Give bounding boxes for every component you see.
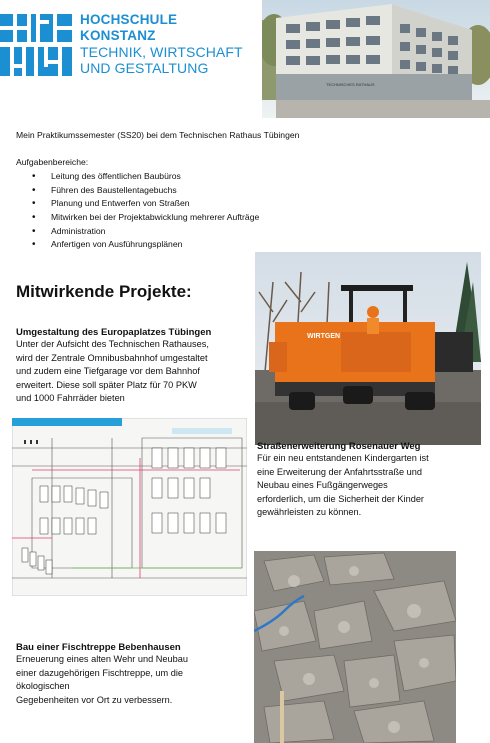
project-title: Umgestaltung des Europaplatzes Tübingen bbox=[16, 327, 212, 338]
hochschule-logo-text bbox=[80, 12, 243, 76]
logo-line-3: TECHNIK, WIRTSCHAFT bbox=[80, 44, 243, 60]
project-title: Straßenerweiterung Rosenauer Weg bbox=[257, 441, 421, 452]
logo-line-2: KONSTANZ bbox=[80, 28, 156, 43]
description-line: ökologischen bbox=[16, 681, 70, 692]
site-plan-drawing bbox=[12, 418, 247, 596]
project-description bbox=[16, 338, 256, 406]
list-item: • Mitwirken bei der Projektabwicklung mehrerer Aufträge bbox=[30, 211, 259, 225]
description-line: Neubau eines Fußgängerweges bbox=[257, 480, 388, 491]
logo-line-4: UND GESTALTUNG bbox=[80, 60, 209, 76]
list-item: • Administration bbox=[30, 225, 259, 239]
description-line: wird der Zentrale Omnibusbahnhof umgestaltet bbox=[16, 352, 208, 363]
list-item: • Leitung des öffentlichen Baubüros bbox=[30, 170, 259, 184]
project-title: Bau einer Fischtreppe Bebenhausen bbox=[16, 642, 181, 653]
intro-text: Mein Praktikumssemester (SS20) bei dem Technischen Rathaus Tübingen bbox=[16, 130, 300, 140]
description-line: und 1000 Fahrräder bieten bbox=[16, 393, 125, 404]
logo-line-1: HOCHSCHULE bbox=[80, 12, 178, 27]
list-item: • Anfertigen von Ausführungsplänen bbox=[30, 238, 259, 252]
list-item: • Führen des Baustellentagebuchs bbox=[30, 184, 259, 198]
project-description bbox=[257, 452, 485, 520]
description-line: eine Erweiterung der Anfahrtsstraße und bbox=[257, 466, 422, 477]
project-rosenauer-weg bbox=[257, 441, 485, 520]
projects-heading: Mitwirkende Projekte: bbox=[16, 282, 192, 301]
description-line: einer dazugehörigen Fischtreppe, um die bbox=[16, 667, 184, 678]
description-line: und zudem eine Tiefgarage vor dem Bahnhof bbox=[16, 366, 200, 377]
project-europaplatz bbox=[16, 327, 256, 406]
hochschule-logo-icon bbox=[0, 14, 72, 76]
description-line: Unter der Aufsicht des Technischen Rathauses, bbox=[16, 339, 209, 349]
building-photo bbox=[262, 0, 490, 118]
description-line: Gegebenheiten vor Ort zu verbessern. bbox=[16, 694, 173, 705]
fish-ladder-photo bbox=[254, 551, 456, 743]
description-line: Erneuerung eines alten Wehr und Neubau bbox=[16, 654, 188, 664]
description-line: erforderlich, um die Sicherheit der Kinder bbox=[257, 493, 424, 504]
paving-machine-photo bbox=[255, 252, 481, 445]
tasks-label: Aufgabenbereiche: bbox=[16, 157, 89, 167]
description-line: Für ein neu entstandenen Kindergarten ist bbox=[257, 453, 429, 463]
machine-brand: WIRTGEN bbox=[307, 333, 341, 340]
list-item: • Planung und Entwerfen von Straßen bbox=[30, 197, 259, 211]
description-line: erweitert. Diese soll später Platz für 70 PKW bbox=[16, 379, 197, 390]
description-line: gewährleisten zu können. bbox=[257, 507, 362, 518]
tasks-list bbox=[30, 170, 259, 252]
building-sign: TECHNISCHES RATHAUS bbox=[326, 82, 375, 87]
project-description bbox=[16, 653, 252, 707]
project-fischtreppe bbox=[16, 642, 252, 707]
